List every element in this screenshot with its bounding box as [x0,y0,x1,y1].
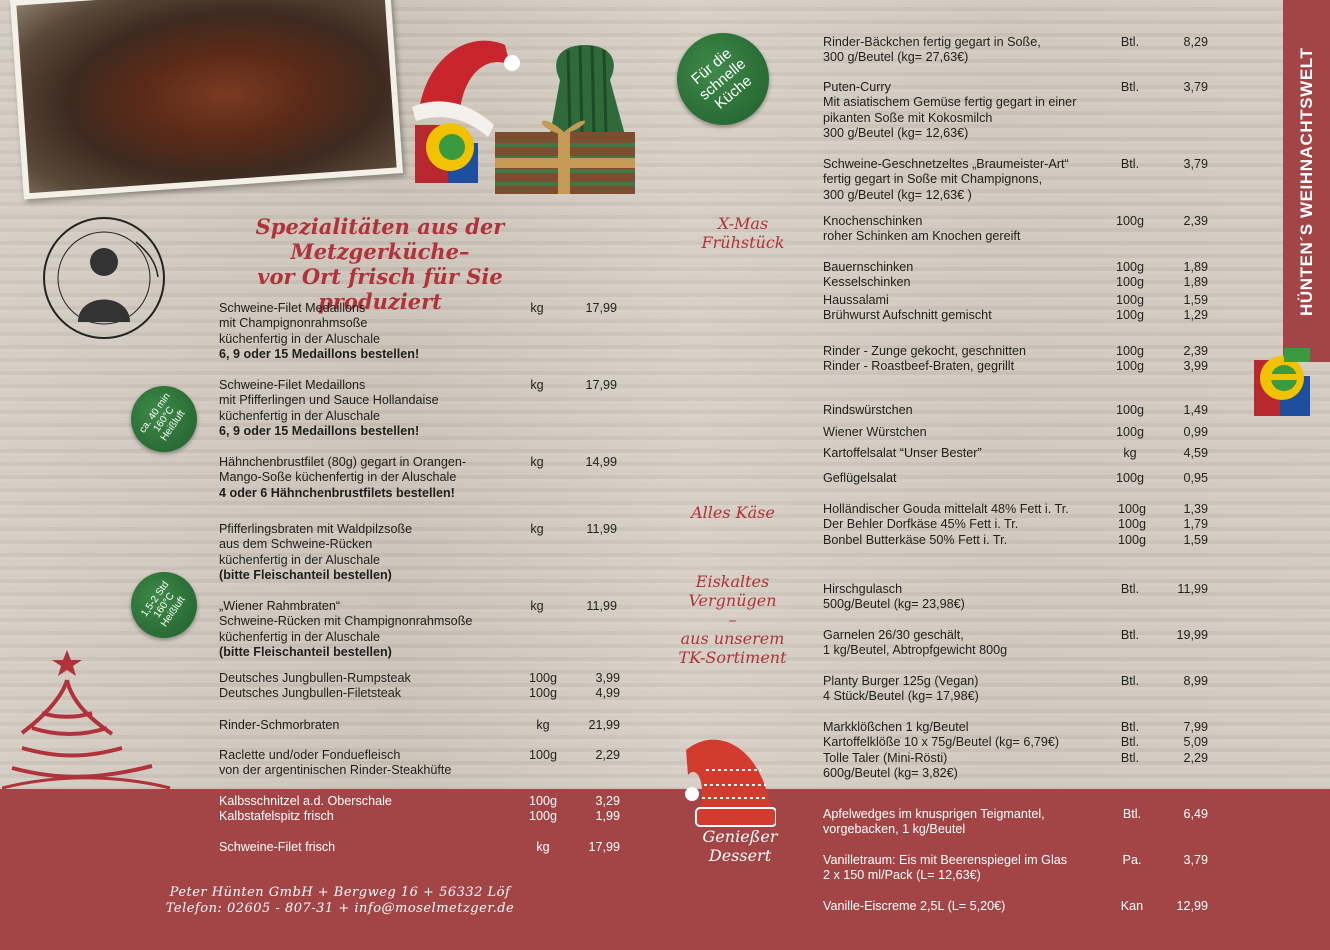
item-price: 11,99 [586,522,617,536]
item-price: 17,99 [585,378,617,392]
item-name: Markklößchen 1 kg/Beutel Kartoffelklöße 10 x 75g/Beutel (kg= 6,79€) Tolle Taler (Mini-Rösti) 600g/Beutel (kg= 3,82€) [823,720,1060,780]
item-unit: Btl. [1120,628,1140,642]
item-unit: 100g 100g [1115,344,1145,374]
item-price: 7,99 5,09 2,29 [1183,720,1208,765]
item-price: 3,79 [1183,853,1208,867]
item-price: 17,99 [588,840,620,854]
item-unit: Btl. Btl. Btl. [1120,720,1140,765]
item-unit: Btl. [1120,35,1140,49]
item-note: (bitte Fleischanteil bestellen) [219,645,392,659]
item-price: 3,79 [1183,80,1208,94]
item-price: 17,99 [585,301,617,315]
item-unit: kg [530,301,544,315]
section-alles-kaese: Alles Käse [691,503,775,522]
gift-presents-icon [490,40,640,195]
item-name: Schweine-Filet Medaillons mit Pfifferlingen und Sauce Hollandaise küchenfertig in der Aluschale [219,378,439,423]
footer-address: Peter Hünten GmbH + Bergweg 16 + 56332 Löf [169,885,511,900]
item-unit: kg [530,455,544,469]
item-note: 4 oder 6 Hähnchenbrustfilets bestellen! [219,486,455,500]
item-unit: 100g [1115,425,1145,439]
cook-time-40min-badge: ca. 40 min 160°C Heißluft [131,386,197,452]
footer-contact: Telefon: 02605 - 807-31 + info@moselmetzger.de [165,901,515,916]
item-name: Raclette und/oder Fonduefleisch von der argentinischen Rinder-Steakhüfte [219,748,452,778]
item-price: 4,59 [1183,446,1208,460]
item-unit: Pa. [1122,853,1142,867]
item-name: Hähnchenbrustfilet (80g) gegart in Orangen- Mango-Soße küchenfertig in der Aluschale [219,455,467,485]
item-unit: 100g [1115,214,1145,228]
item-price: 0,95 [1183,471,1208,485]
item-name: Planty Burger 125g (Vegan) 4 Stück/Beutel (kg= 17,98€) [823,674,979,704]
item-name: „Wiener Rahmbraten“ Schweine-Rücken mit Champignonrahmsoße küchenfertig in der Aluschale [219,599,473,644]
item-unit: kg [530,522,544,536]
item-note: 6, 9 oder 15 Medaillons bestellen! [219,424,420,438]
item-price: 2,39 3,99 [1183,344,1208,374]
schnelle-kueche-badge: Für die schnelle Küche [677,33,769,125]
item-unit: Btl. [1120,80,1140,94]
item-note: 6, 9 oder 15 Medaillons bestellen! [219,347,420,361]
item-unit: kg [530,378,544,392]
item-name: Schweine-Geschnetzeltes „Braumeister-Art“ fertig gegart in Soße mit Champignons, 300 g/Beutel (kg= 12,63€ ) [823,157,1069,202]
item-name: Holländischer Gouda mittelalt 48% Fett i. Tr. Der Behler Dorfkäse 45% Fett i. Tr. Bonbel Butterkäse 50% Fett i. Tr. [823,502,1069,547]
header-line-1: Spezialitäten aus der [255,214,505,239]
item-unit: 100g 100g 100g [1117,502,1147,547]
item-name: Bauernschinken Kesselschinken [823,260,914,290]
item-name: Rinder-Bäckchen fertig gegart in Soße, 300 g/Beutel (kg= 27,63€) [823,35,1041,65]
item-name: Knochenschinken roher Schinken am Knochen gereift [823,214,1021,244]
sidebar-title: HÜNTEN´S WEIHNACHTSWELT [1297,47,1316,317]
item-price: 12,99 [1176,899,1208,913]
item-name: Haussalami Brühwurst Aufschnitt gemischt [823,293,992,323]
item-name: Schweine-Filet Medaillons mit Champignonrahmsoße küchenfertig in der Aluschale [219,301,381,346]
section-xmas-fruehstueck: X-Mas Frühstück [701,214,785,252]
item-name: Apfelwedges im knusprigen Teigmantel, vorgebacken, 1 kg/Beutel [823,807,1045,837]
item-name: Hirschgulasch 500g/Beutel (kg= 23,98€) [823,582,965,612]
item-name: Garnelen 26/30 geschält, 1 kg/Beutel, Abtropfgewicht 800g [823,628,1008,658]
header-line-3: vor Ort frisch für Sie produziert [257,264,503,314]
item-unit: 100g [1115,403,1145,417]
item-price: 8,29 [1183,35,1208,49]
item-unit: kg [536,718,550,732]
item-unit: 100g 100g [1115,260,1145,290]
item-unit: Btl. [1120,157,1140,171]
item-price: 6,49 [1183,807,1208,821]
section-genieser-dessert: Genießer Dessert [702,827,778,865]
item-unit: Btl. [1120,582,1140,596]
item-price: 1,89 1,89 [1183,260,1208,290]
header-line-2: Metzgerküche– [290,239,470,264]
item-price: 11,99 [1177,582,1208,596]
item-price: 8,99 [1183,674,1208,688]
item-name: Rindswürstchen [823,403,913,417]
item-name: Rinder - Zunge gekocht, geschnitten Rinder - Roastbeef-Braten, gegrillt [823,344,1027,374]
item-unit: Btl. [1120,674,1140,688]
item-name: Schweine-Filet frisch [219,840,336,854]
item-unit: kg [536,840,550,854]
item-unit: Btl. [1122,807,1142,821]
butcher-seal-logo [38,212,178,342]
item-price: 3,99 4,99 [595,671,620,701]
item-unit: Kan [1120,899,1144,913]
item-price: 0,99 [1183,425,1208,439]
item-price: 21,99 [588,718,620,732]
item-unit: 100g 100g [528,794,558,824]
christmas-tree-icon [2,648,172,793]
item-unit: 100g [1115,471,1145,485]
item-price: 3,79 [1183,157,1208,171]
item-name: Rinder-Schmorbraten [219,718,340,732]
item-name: Deutsches Jungbullen-Rumpsteak Deutsches Jungbullen-Filetsteak [219,671,411,701]
item-price: 1,49 [1183,403,1208,417]
item-unit: kg [1123,446,1137,460]
item-price: 2,39 [1183,214,1208,228]
item-unit: 100g 100g [528,671,558,701]
item-name: Kartoffelsalat “Unser Bester” [823,446,982,460]
item-name: Vanilletraum: Eis mit Beerenspiegel im Glas 2 x 150 ml/Pack (L= 12,63€) [823,853,1068,883]
section-tk-sortiment: Eiskaltes Vergnügen – aus unserem TK-Sortiment [678,572,787,667]
item-unit: 100g 100g [1115,293,1145,323]
item-note: (bitte Fleischanteil bestellen) [219,568,392,582]
item-name: Vanille-Eiscreme 2,5L (L= 5,20€) [823,899,1006,913]
item-unit: kg [530,599,544,613]
item-name: Puten-Curry Mit asiatischem Gemüse fertig gegart in einer pikanten Soße mit Kokosmilch 300 g/Beutel (kg= 12,63€) [823,80,1077,140]
item-name: Wiener Würstchen [823,425,927,439]
item-price: 11,99 [586,599,617,613]
food-photo [10,0,403,200]
brand-logo-icon [1254,348,1310,416]
item-price: 3,29 1,99 [595,794,620,824]
item-unit: 100g [528,748,558,762]
item-price: 1,39 1,79 1,59 [1183,502,1208,547]
item-price: 1,59 1,29 [1183,293,1208,323]
knit-hat-icon [676,730,776,830]
item-price: 19,99 [1176,628,1208,642]
item-price: 2,29 [595,748,620,762]
item-name: Pfifferlingsbraten mit Waldpilzsoße aus dem Schweine-Rücken küchenfertig in der Aluschale [219,522,413,567]
cook-time-1-5h-badge: 1,5-2 Std 160°C Heißluft [131,572,197,638]
item-name: Kalbsschnitzel a.d. Oberschale Kalbstafelspitz frisch [219,794,392,824]
item-name: Geflügelsalat [823,471,897,485]
item-price: 14,99 [585,455,617,469]
